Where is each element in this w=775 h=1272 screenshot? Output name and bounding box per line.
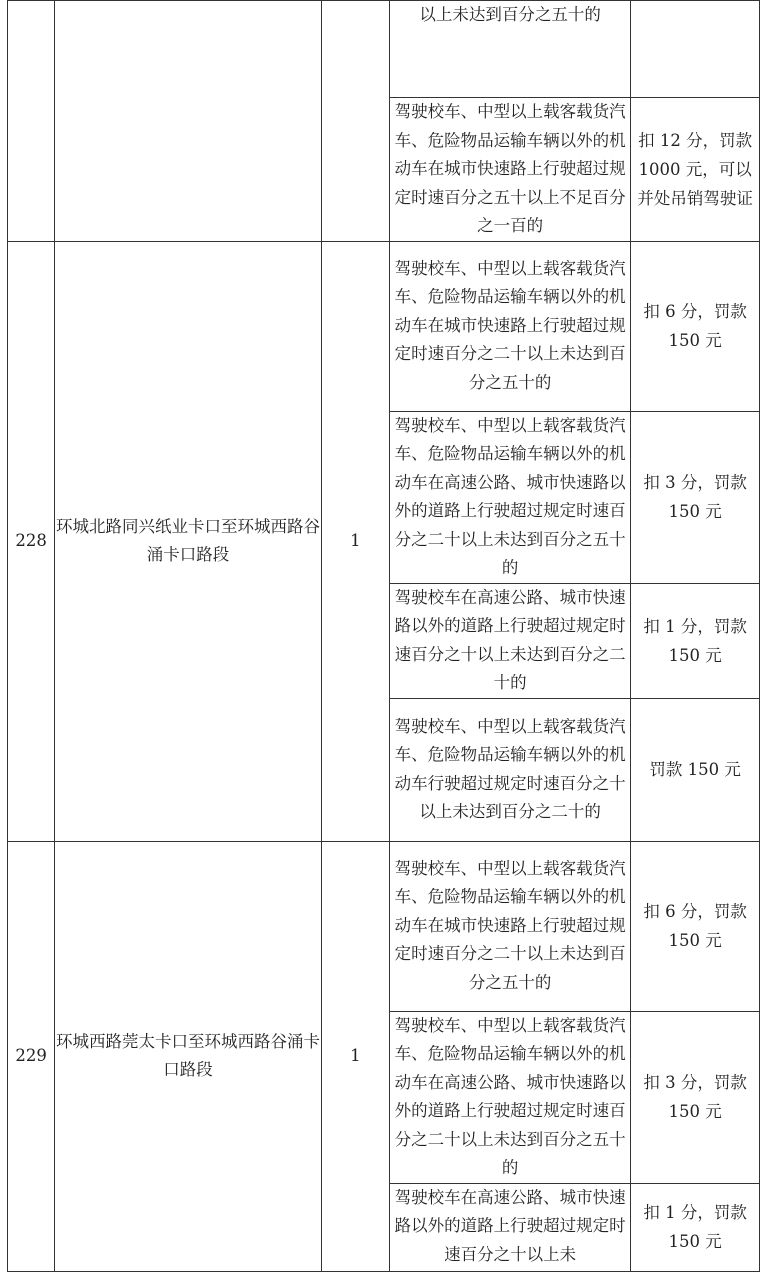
cell-behavior — [390, 1183, 631, 1271]
behavior-text: 驾驶校车、中型以上载客载货汽车、危险物品运输车辆以外的机动车在城市快速路上行驶超过规定时速百分之二十以上未达到百分之五十的 — [394, 858, 626, 992]
cell-no — [8, 841, 55, 1271]
penalty-text: 罚款 150 元 — [649, 760, 741, 779]
penalty-text: 扣 12 分，罚款 1000 元，可以并处吊销驾驶证 — [637, 130, 753, 208]
cell-penalty — [631, 698, 760, 841]
cell-behavior — [390, 411, 631, 583]
road-section-text: 环城西路莞太卡口至环城西路谷涌卡口路段 — [55, 1031, 320, 1079]
behavior-text: 驾驶校车、中型以上载客载货汽车、危险物品运输车辆以外的机动车行驶超过规定时速百分之十以上未达到百分之二十的 — [394, 716, 626, 821]
row-number: 228 — [15, 530, 47, 550]
cell-behavior — [390, 1011, 631, 1183]
behavior-text: 驾驶校车、中型以上载客载货汽车、危险物品运输车辆以外的机动车在高速公路、城市快速路以外的道路上行驶超过规定时速百分之二十以上未达到百分之五十的 — [394, 1015, 626, 1177]
count-text: 1 — [350, 530, 361, 550]
cell-behavior — [390, 698, 631, 841]
penalty-text: 扣 6 分，罚款 150 元 — [643, 302, 747, 350]
cell-behavior — [390, 583, 631, 698]
cell-penalty — [631, 1183, 760, 1271]
penalty-text: 扣 1 分，罚款 150 元 — [643, 616, 747, 665]
cell-penalty — [631, 1, 760, 98]
cell-penalty — [631, 841, 760, 1011]
cell-penalty — [631, 98, 760, 242]
table-row — [8, 241, 760, 411]
speed-enforcement-table — [7, 0, 760, 1272]
behavior-text: 驾驶校车、中型以上载客载货汽车、危险物品运输车辆以外的机动车在城市快速路上行驶超过规定时速百分之二十以上未达到百分之五十的 — [394, 258, 626, 392]
penalty-text: 扣 1 分，罚款 150 元 — [643, 1203, 747, 1251]
behavior-text: 驾驶校车在高速公路、城市快速路以外的道路上行驶超过规定时速百分之十以上未达到百分之二十的 — [394, 587, 626, 692]
cell-no — [8, 241, 55, 841]
row-number: 229 — [15, 1045, 47, 1065]
cell-penalty — [631, 241, 760, 411]
behavior-text: 以上未达到百分之五十的 — [419, 5, 601, 24]
cell-behavior — [390, 98, 631, 242]
behavior-text: 驾驶校车、中型以上载客载货汽车、危险物品运输车辆以外的机动车在城市快速路上行驶超过规定时速百分之五十以上不足百分之一百的 — [394, 102, 626, 235]
road-section-text: 环城北路同兴纸业卡口至环城西路谷涌卡口路段 — [55, 516, 320, 564]
cell-behavior — [390, 841, 631, 1011]
cell-count — [321, 841, 389, 1271]
cell-road — [55, 241, 321, 841]
cell-count — [321, 241, 389, 841]
penalty-text: 扣 3 分，罚款 150 元 — [643, 1073, 747, 1121]
cell-count — [321, 1, 389, 242]
cell-penalty — [631, 411, 760, 583]
count-text: 1 — [350, 1045, 361, 1065]
cell-behavior — [390, 241, 631, 411]
cell-no — [8, 1, 55, 242]
penalty-text: 扣 6 分，罚款 150 元 — [643, 902, 747, 950]
table-row — [8, 841, 760, 1011]
cell-penalty — [631, 1011, 760, 1183]
cell-penalty — [631, 583, 760, 698]
behavior-text: 驾驶校车、中型以上载客载货汽车、危险物品运输车辆以外的机动车在高速公路、城市快速路以外的道路上行驶超过规定时速百分之二十以上未达到百分之五十的 — [394, 415, 626, 577]
table-row — [8, 1, 760, 98]
cell-road — [55, 1, 321, 242]
cell-road — [55, 841, 321, 1271]
penalty-text: 扣 3 分，罚款 150 元 — [643, 473, 747, 521]
behavior-text: 驾驶校车在高速公路、城市快速路以外的道路上行驶超过规定时速百分之十以上未 — [394, 1187, 626, 1264]
cell-behavior — [390, 1, 631, 98]
